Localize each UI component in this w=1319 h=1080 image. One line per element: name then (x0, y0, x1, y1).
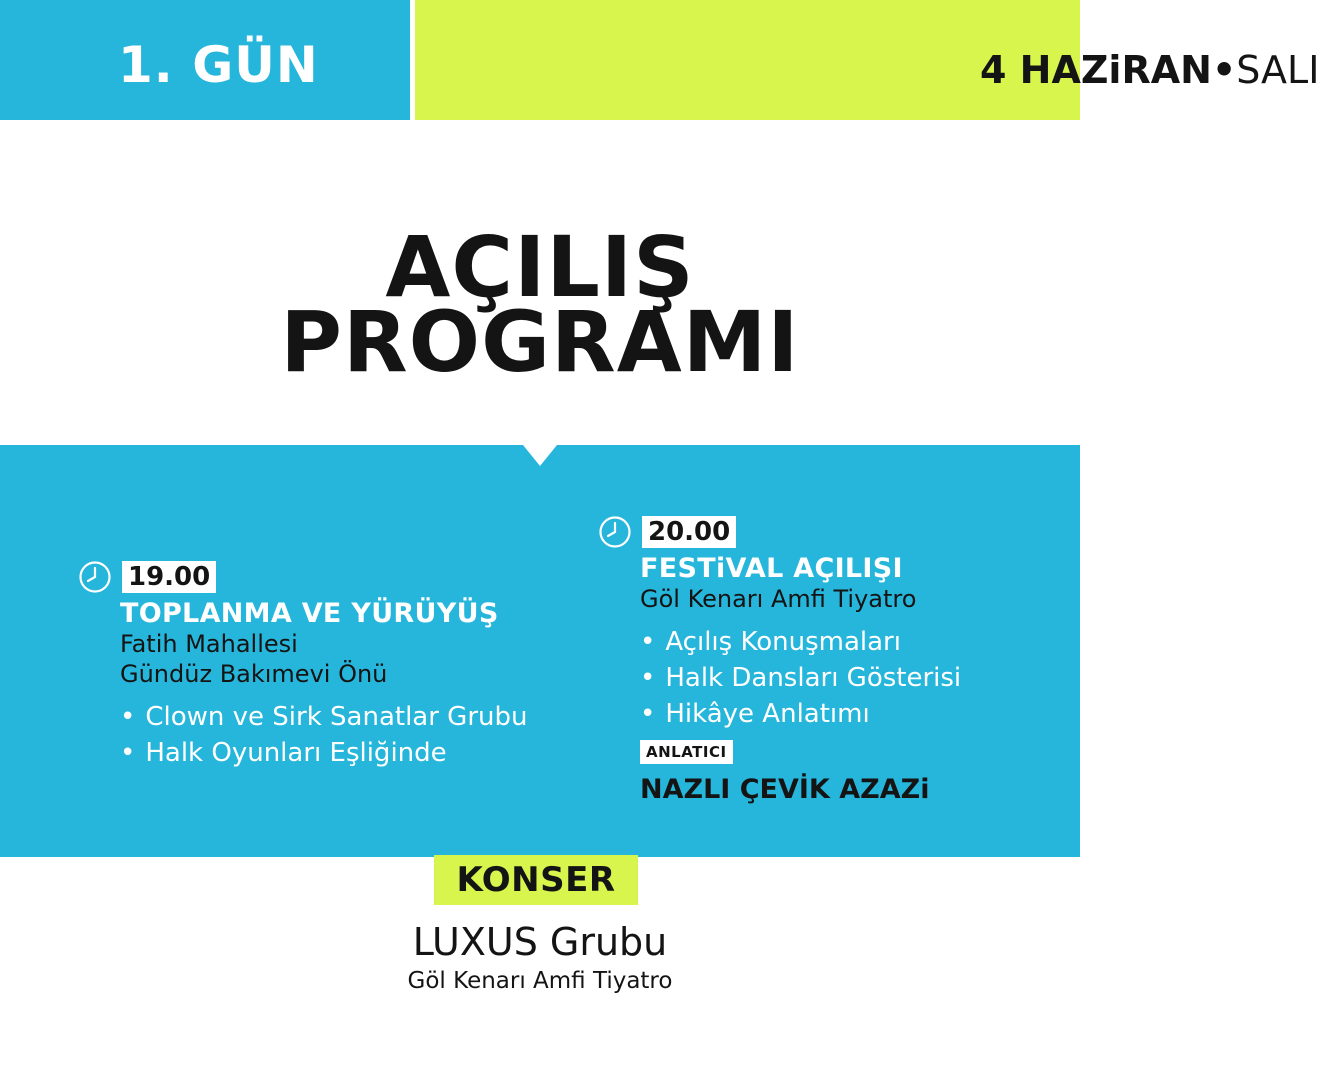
day-banner (0, 0, 410, 120)
panel-notch (523, 445, 557, 466)
weekday: SALI (1236, 48, 1319, 92)
clock-icon (78, 560, 112, 594)
event-venue-line: Gündüz Bakımevi Önü (120, 660, 388, 688)
event-activities (120, 699, 578, 771)
time-row (78, 560, 578, 594)
time-row (598, 515, 1068, 549)
event-venue-line: Göl Kenarı Amfi Tiyatro (640, 585, 917, 613)
event-festival-acilisi (598, 515, 1068, 805)
concert-label: KONSER (434, 855, 638, 905)
event-venue-line: Fatih Mahallesi (120, 630, 298, 658)
narrator-label: ANLATICI (640, 740, 733, 764)
event-title: FESTiVAL AÇILIŞI (640, 553, 903, 584)
event-toplanma (78, 560, 578, 771)
date-label (980, 48, 1319, 92)
activity-item: • Açılış Konuşmaları (640, 624, 1068, 660)
page-title-line1: AÇILIŞ (385, 218, 695, 316)
concert-venue: Göl Kenarı Amfi Tiyatro (407, 968, 673, 994)
date-bold: 4 HAZiRAN (980, 48, 1212, 92)
time-badge: 19.00 (122, 561, 216, 593)
event-activities (640, 624, 1068, 732)
narrator-name: NAZLI ÇEVİK AZAZi (640, 774, 930, 805)
date-banner (415, 0, 1319, 120)
activity-item: • Halk Dansları Gösterisi (640, 660, 1068, 696)
time-badge: 20.00 (642, 516, 736, 548)
page-title-line2: PROGRAMI (280, 293, 800, 391)
date-separator: • (1211, 48, 1237, 92)
concert-band: LUXUS Grubu (412, 920, 668, 964)
day-label: 1. GÜN (118, 36, 319, 94)
activity-item: • Halk Oyunları Eşliğinde (120, 735, 578, 771)
event-title: TOPLANMA VE YÜRÜYÜŞ (120, 598, 499, 629)
clock-icon (598, 515, 632, 549)
activity-item: • Clown ve Sirk Sanatlar Grubu (120, 699, 578, 735)
activity-item: • Hikâye Anlatımı (640, 696, 1068, 732)
